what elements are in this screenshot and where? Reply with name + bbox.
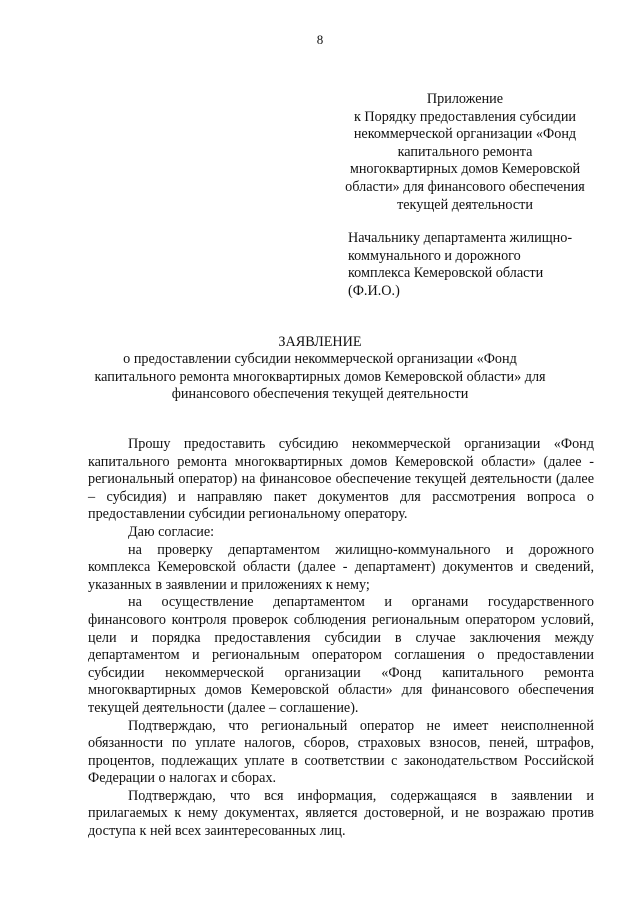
appendix-line: некоммерческой организации «Фонд (353, 126, 577, 143)
addressee-block (348, 230, 608, 300)
addressee-line: (Ф.И.О.) (348, 282, 400, 299)
document-title: ЗАЯВЛЕНИЕ (278, 334, 362, 350)
page-number: 8 (316, 32, 324, 47)
body-paragraph: Даю согласие: (128, 523, 215, 540)
appendix-line: Приложение (426, 91, 504, 107)
document-subtitle (90, 351, 550, 404)
appendix-header (330, 91, 600, 214)
body-paragraph: на осуществление департаментом и органами государственного финансового контроля проверок соблюдения региональным оператором условий, цели и порядка предоставления субсидии в случае заключения между департаментом и региональным оператором соглашения о предоставлении субсидии некоммерческой организации «Фонд капитального ремонта многоквартирных домов Кемеровской области» для финансового обеспечения текущей деятельности (далее – соглашение). (88, 594, 594, 716)
subtitle-line: финансового обеспечения текущей деятельности (171, 386, 469, 403)
document-body (88, 436, 594, 841)
appendix-line: текущей деятельности (397, 196, 533, 213)
addressee-line: коммунального и дорожного (348, 247, 521, 264)
subtitle-line: о предоставлении субсидии некоммерческой организации «Фонд (123, 351, 517, 367)
subtitle-line: капитального ремонта многоквартирных домов Кемеровской области» для (94, 368, 546, 385)
body-paragraph: Прошу предоставить субсидию некоммерческой организации «Фонд капитального ремонта многоквартирных домов Кемеровской области» (далее - региональный оператор) на финансовое обеспечение текущей деятельности (далее – субсидия) и направляю пакет документов для рассмотрения вопроса о предоставлении субсидии региональному оператору. (88, 436, 594, 523)
addressee-line: Начальнику департамента жилищно- (348, 230, 573, 246)
appendix-line: капитального ремонта (397, 143, 533, 160)
appendix-line: области» для финансового обеспечения (345, 178, 585, 195)
addressee-line: комплекса Кемеровской области (348, 265, 544, 282)
body-paragraph: Подтверждаю, что вся информация, содержащаяся в заявлении и прилагаемых к нему документах, является достоверной, и не возражаю против доступа к ней всех заинтересованных лиц. (88, 787, 594, 840)
body-paragraph: на проверку департаментом жилищно-коммунального и дорожного комплекса Кемеровской области (далее - департамент) документов и сведений, указанных в заявлении и приложениях к нему; (88, 541, 594, 593)
appendix-line: к Порядку предоставления субсидии (353, 108, 577, 125)
appendix-line: многоквартирных домов Кемеровской (349, 161, 581, 178)
body-paragraph: Подтверждаю, что региональный оператор не имеет неисполненной обязанности по уплате налогов, сборов, страховых взносов, пеней, штрафов, процентов, подлежащих уплате в соответствии с законодательством Российской Федерации о налогах и сборах. (88, 717, 594, 787)
